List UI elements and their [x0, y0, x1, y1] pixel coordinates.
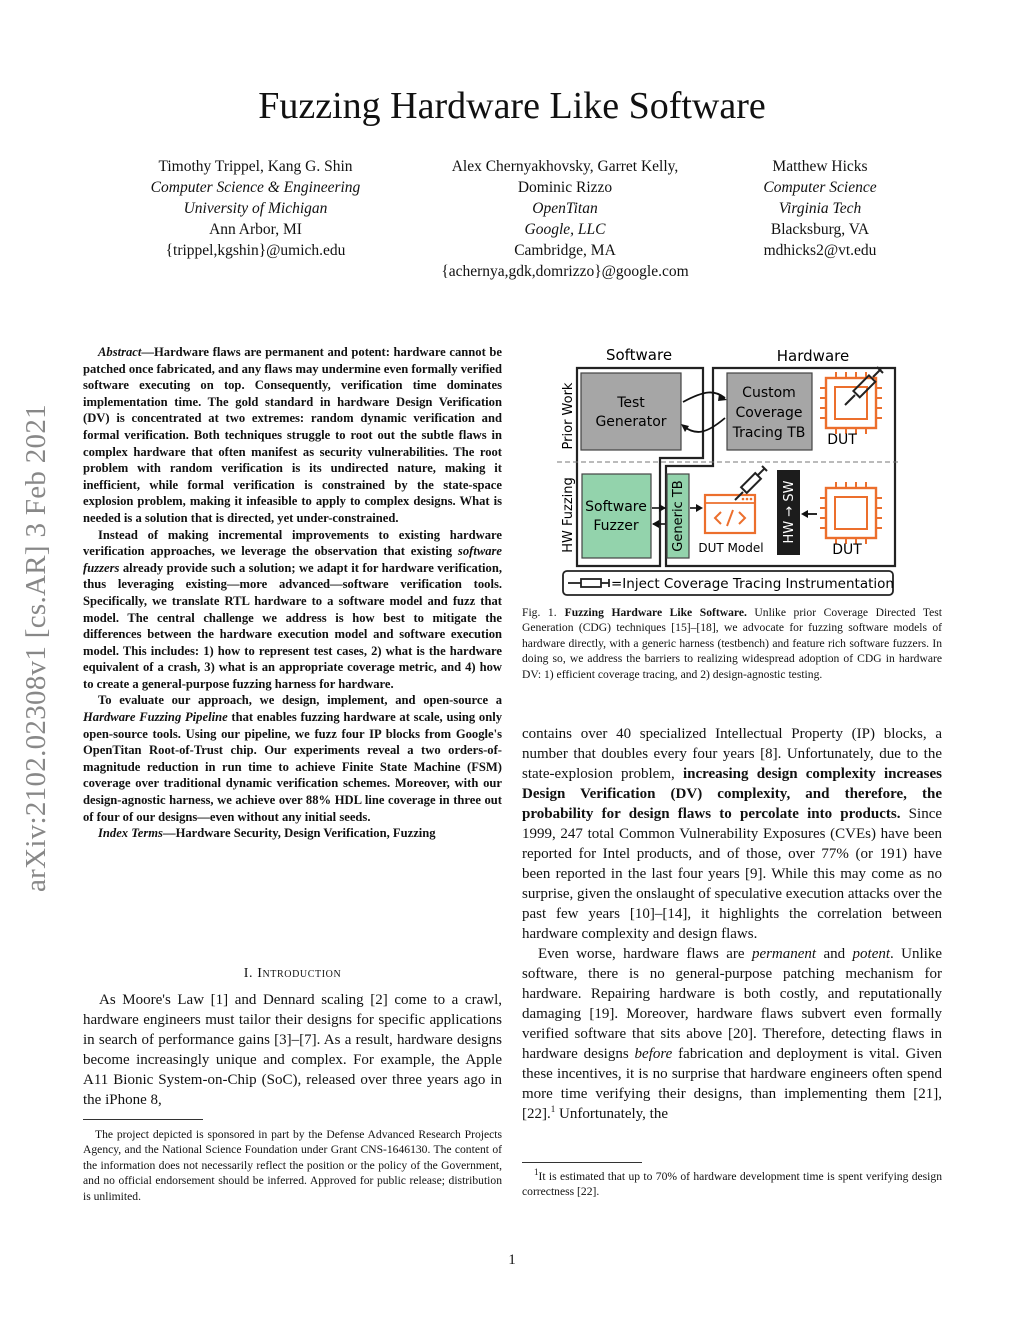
hardware-label: Hardware — [776, 347, 850, 365]
author-email: {trippel,kgshin}@umich.edu — [165, 242, 346, 259]
author-dept: Computer Science & Engineering — [150, 179, 361, 196]
page-number: 1 — [508, 1252, 516, 1268]
author-email: mdhicks2@vt.edu — [763, 242, 877, 259]
body-paragraph — [522, 944, 942, 1124]
arrow-head-icon — [681, 424, 689, 432]
syringe-icon — [568, 579, 609, 587]
arrow-head-icon — [696, 504, 703, 512]
body-text: . Unlike software, there is no general-purpose patching mechanism for hardware. Repairing hardware is both costly, and reputationally damaging [19]. Moreover, hardware flaws subvert even formally verified software that sits above [20]. Therefore, detecting flaws in hardware designs — [522, 946, 942, 1062]
abstract-paragraph-1: —Hardware flaws are permanent and potent: hardware cannot be patched once fabricated, and any flaws may undermine even formally verified software executing on top. Consequently, verification time dominates implementation time. The gold standard in hardware Design Verification (DV) is concentrated at two extremes: random dynamic verification and formal verification. Both techniques struggle to root out the subtle flaws in complex hardware that often manifest as security vulnerabilities. The root problem with random verification is its undirected nature, making it inefficient, while formal verification is constrained by the state-space explosion problem, making it infeasible to apply to complex designs. What is needed is a solution that is directed, yet under-constrained. — [83, 345, 502, 525]
author-dept: OpenTitan — [532, 200, 598, 217]
hw-to-sw-label: HW → SW — [782, 480, 797, 544]
coverage-tb-label-2: Coverage — [735, 405, 803, 421]
abstract-label: Abstract — [98, 345, 142, 359]
body-text: Since 1999, 247 total Common Vulnerability Exposures (CVEs) have been reported for Intel products, and of those, over 77% (or 191) have been reported in the last four years [9]. While this may come as no surprise, given the onslaught of speculative execution attacks over the past few years [10]–[14], it highlights the correlation between hardware complexity and design flaws. — [522, 806, 943, 942]
body-text: fabrication and deployment is vital. Given these incentives, it is no surprise that hardware engineers often spend more time verifying their designs, than implementing them [21], [22]. — [522, 1046, 943, 1122]
abstract-emphasis: Hardware Fuzzing Pipeline — [83, 710, 228, 725]
dut-chip-icon — [820, 372, 882, 434]
author-location: Blacksburg, VA — [770, 221, 870, 238]
abstract-emphasis: software fuzzers — [83, 544, 502, 575]
abstract — [83, 344, 502, 842]
coverage-tb-label-1: Custom — [742, 385, 796, 401]
body-emphasis: permanent — [751, 946, 817, 962]
coverage-tb-label-3: Tracing TB — [732, 425, 806, 441]
body-text: Unfortunately, the — [555, 1106, 668, 1122]
author-block-2 — [410, 156, 720, 282]
author-location: Ann Arbor, MI — [209, 221, 302, 238]
author-email: {achernya,gdk,domrizzo}@google.com — [441, 263, 689, 280]
dut-label-2: DUT — [832, 542, 862, 558]
footnote-marker[interactable]: 1 — [550, 1104, 556, 1114]
hw-fuzzing-label: HW Fuzzing — [561, 477, 576, 553]
index-terms-label: Index Terms — [98, 826, 163, 841]
figure-label: Fig. 1. — [522, 606, 557, 619]
body-text: contains over 40 specialized Intellectual Property (IP) blocks, a number that doubles every four years [8]. Unfortunately, due to the state-explosion problem, — [522, 726, 942, 782]
software-label: Software — [605, 346, 673, 364]
figure-1-diagram — [555, 340, 901, 598]
author-block-1 — [118, 156, 393, 261]
figure-caption-text: Unlike prior Coverage Directed Test Generation (CDG) techniques [15]–[18], we advocate for fuzzing software models of hardware directly, with a generic harness (testbench) and feature rich software fuzzers. In doing so, we address the barriers to realizing widespread adoption of CDG in hardware DV: 1) efficient coverage tracing, and 2) design-agnostic testing. — [522, 606, 942, 681]
intro-left-column — [83, 990, 502, 1110]
arrow-head-icon — [652, 520, 659, 528]
footnote-funding — [83, 1127, 502, 1204]
legend-text: =Inject Coverage Tracing Instrumentation — [611, 576, 894, 592]
footnote-rule — [83, 1119, 203, 1120]
test-generator-label-2: Generator — [595, 414, 667, 430]
author-dept: Computer Science — [763, 179, 877, 196]
body-emphasis: before — [634, 1046, 673, 1062]
intro-right-column — [522, 724, 942, 1124]
arrow-head-icon — [801, 510, 808, 518]
software-fuzzer-label-1: Software — [585, 499, 647, 515]
index-terms: —Hardware Security, Design Verification, Fuzzing — [162, 826, 436, 841]
generic-tb-label: Generic TB — [671, 480, 686, 552]
prior-work-label: Prior Work — [561, 382, 576, 450]
body-emphasis: potent — [852, 946, 891, 962]
paper-title: Fuzzing Hardware Like Software — [258, 85, 766, 127]
dut-model-label: DUT Model — [698, 541, 764, 555]
software-fuzzer-label-2: Fuzzer — [593, 518, 639, 534]
footnote-rule — [522, 1162, 642, 1163]
body-bold-text: increasing design complexity increases Design Verification (DV) complexity, and therefore, the probability for design flaws to percolate into products. — [522, 766, 942, 822]
body-paragraph — [522, 724, 942, 944]
abstract-paragraph-3: To evaluate our approach, we design, implement, and open-source a — [98, 693, 502, 708]
software-fuzzer-box — [582, 474, 651, 558]
abstract-paragraph-2: Instead of making incremental improvements to existing hardware verification approaches, we leverage the observation that existing — [83, 527, 502, 559]
author-names: Alex Chernyakhovsky, Garret Kelly, — [451, 158, 679, 175]
arxiv-identifier[interactable]: arXiv:2102.02308v1 [cs.AR] 3 Feb 2021 — [20, 404, 52, 892]
footnote-1 — [522, 1169, 942, 1200]
section-heading — [83, 966, 502, 982]
author-names: Timothy Trippel, Kang G. Shin — [158, 158, 353, 175]
test-generator-box — [581, 373, 681, 450]
abstract-paragraph-3-cont: that enables fuzzing hardware at scale, using only open-source tools. Using our pipeline, we fuzz four IP blocks from Google's OpenTitan Root-of-Trust chip. Our experiments reveal a two orders-of-magnitude reduction in run time to achieve Finite State Machine (FSM) coverage over traditional dynamic verification schemes. Moreover, with our design-agnostic harness, we achieve over 88% HDL line coverage in three out of four of our designs—even without any initial seeds. — [83, 710, 503, 824]
footnote-number: 1 — [534, 1167, 539, 1178]
footnote-text: It is estimated that up to 70% of hardware development time is spent verifying design correctness [22]. — [522, 1170, 942, 1199]
author-block-3 — [725, 156, 915, 261]
body-text: and — [816, 946, 853, 962]
section-number: I. — [243, 966, 254, 981]
author-names-line2: Dominic Rizzo — [517, 179, 613, 196]
author-org: Virginia Tech — [778, 200, 862, 217]
body-paragraph: As Moore's Law [1] and Dennard scaling [2] come to a crawl, hardware engineers must tailor their designs for specific applications in search of performance gains [3]–[7]. As a result, hardware designs become increasingly unique and complex. For example, the Apple A11 Bionic System-on-Chip (SoC), released over three years ago in the iPhone 8, — [83, 992, 502, 1108]
footnote-text: The project depicted is sponsored in part by the Defense Advanced Research Projects Agency, and the National Science Foundation under Grant CNS-1646130. The content of the information does not necessarily reflect the position or the policy of the Government, and no official endorsement should be inferred. Approved for public release; distribution is unlimited. — [83, 1128, 502, 1203]
author-org: University of Michigan — [183, 200, 328, 217]
code-window-icon — [705, 495, 755, 533]
figure-caption-title: Fuzzing Hardware Like Software. — [564, 606, 747, 619]
dut-label: DUT — [827, 432, 857, 448]
author-names: Matthew Hicks — [772, 158, 868, 175]
arrow-head-icon — [718, 394, 727, 401]
figure-caption — [522, 605, 942, 682]
test-generator-label: Test — [617, 395, 645, 411]
body-text: Even worse, hardware flaws are — [538, 946, 752, 962]
abstract-paragraph-2-cont: already provide such a solution; we adapt it for hardware verification, thus leveraging existing—more advanced—software verification tools. Specifically, we translate RTL hardware to a software model and fuzz that model. The central challenge we address is how best to mitigate the differences between the hardware execution model and software execution model. This includes: 1) how to represent test cases, 2) what is the hardware equivalent of a crash, 3) what is an appropriate coverage metric, and 4) how to create a general-purpose fuzzing harness for hardware. — [83, 560, 502, 691]
dut-chip-icon — [820, 482, 882, 544]
author-org: Google, LLC — [524, 221, 606, 238]
section-title: Introduction — [257, 966, 342, 981]
author-location: Cambridge, MA — [514, 242, 616, 259]
